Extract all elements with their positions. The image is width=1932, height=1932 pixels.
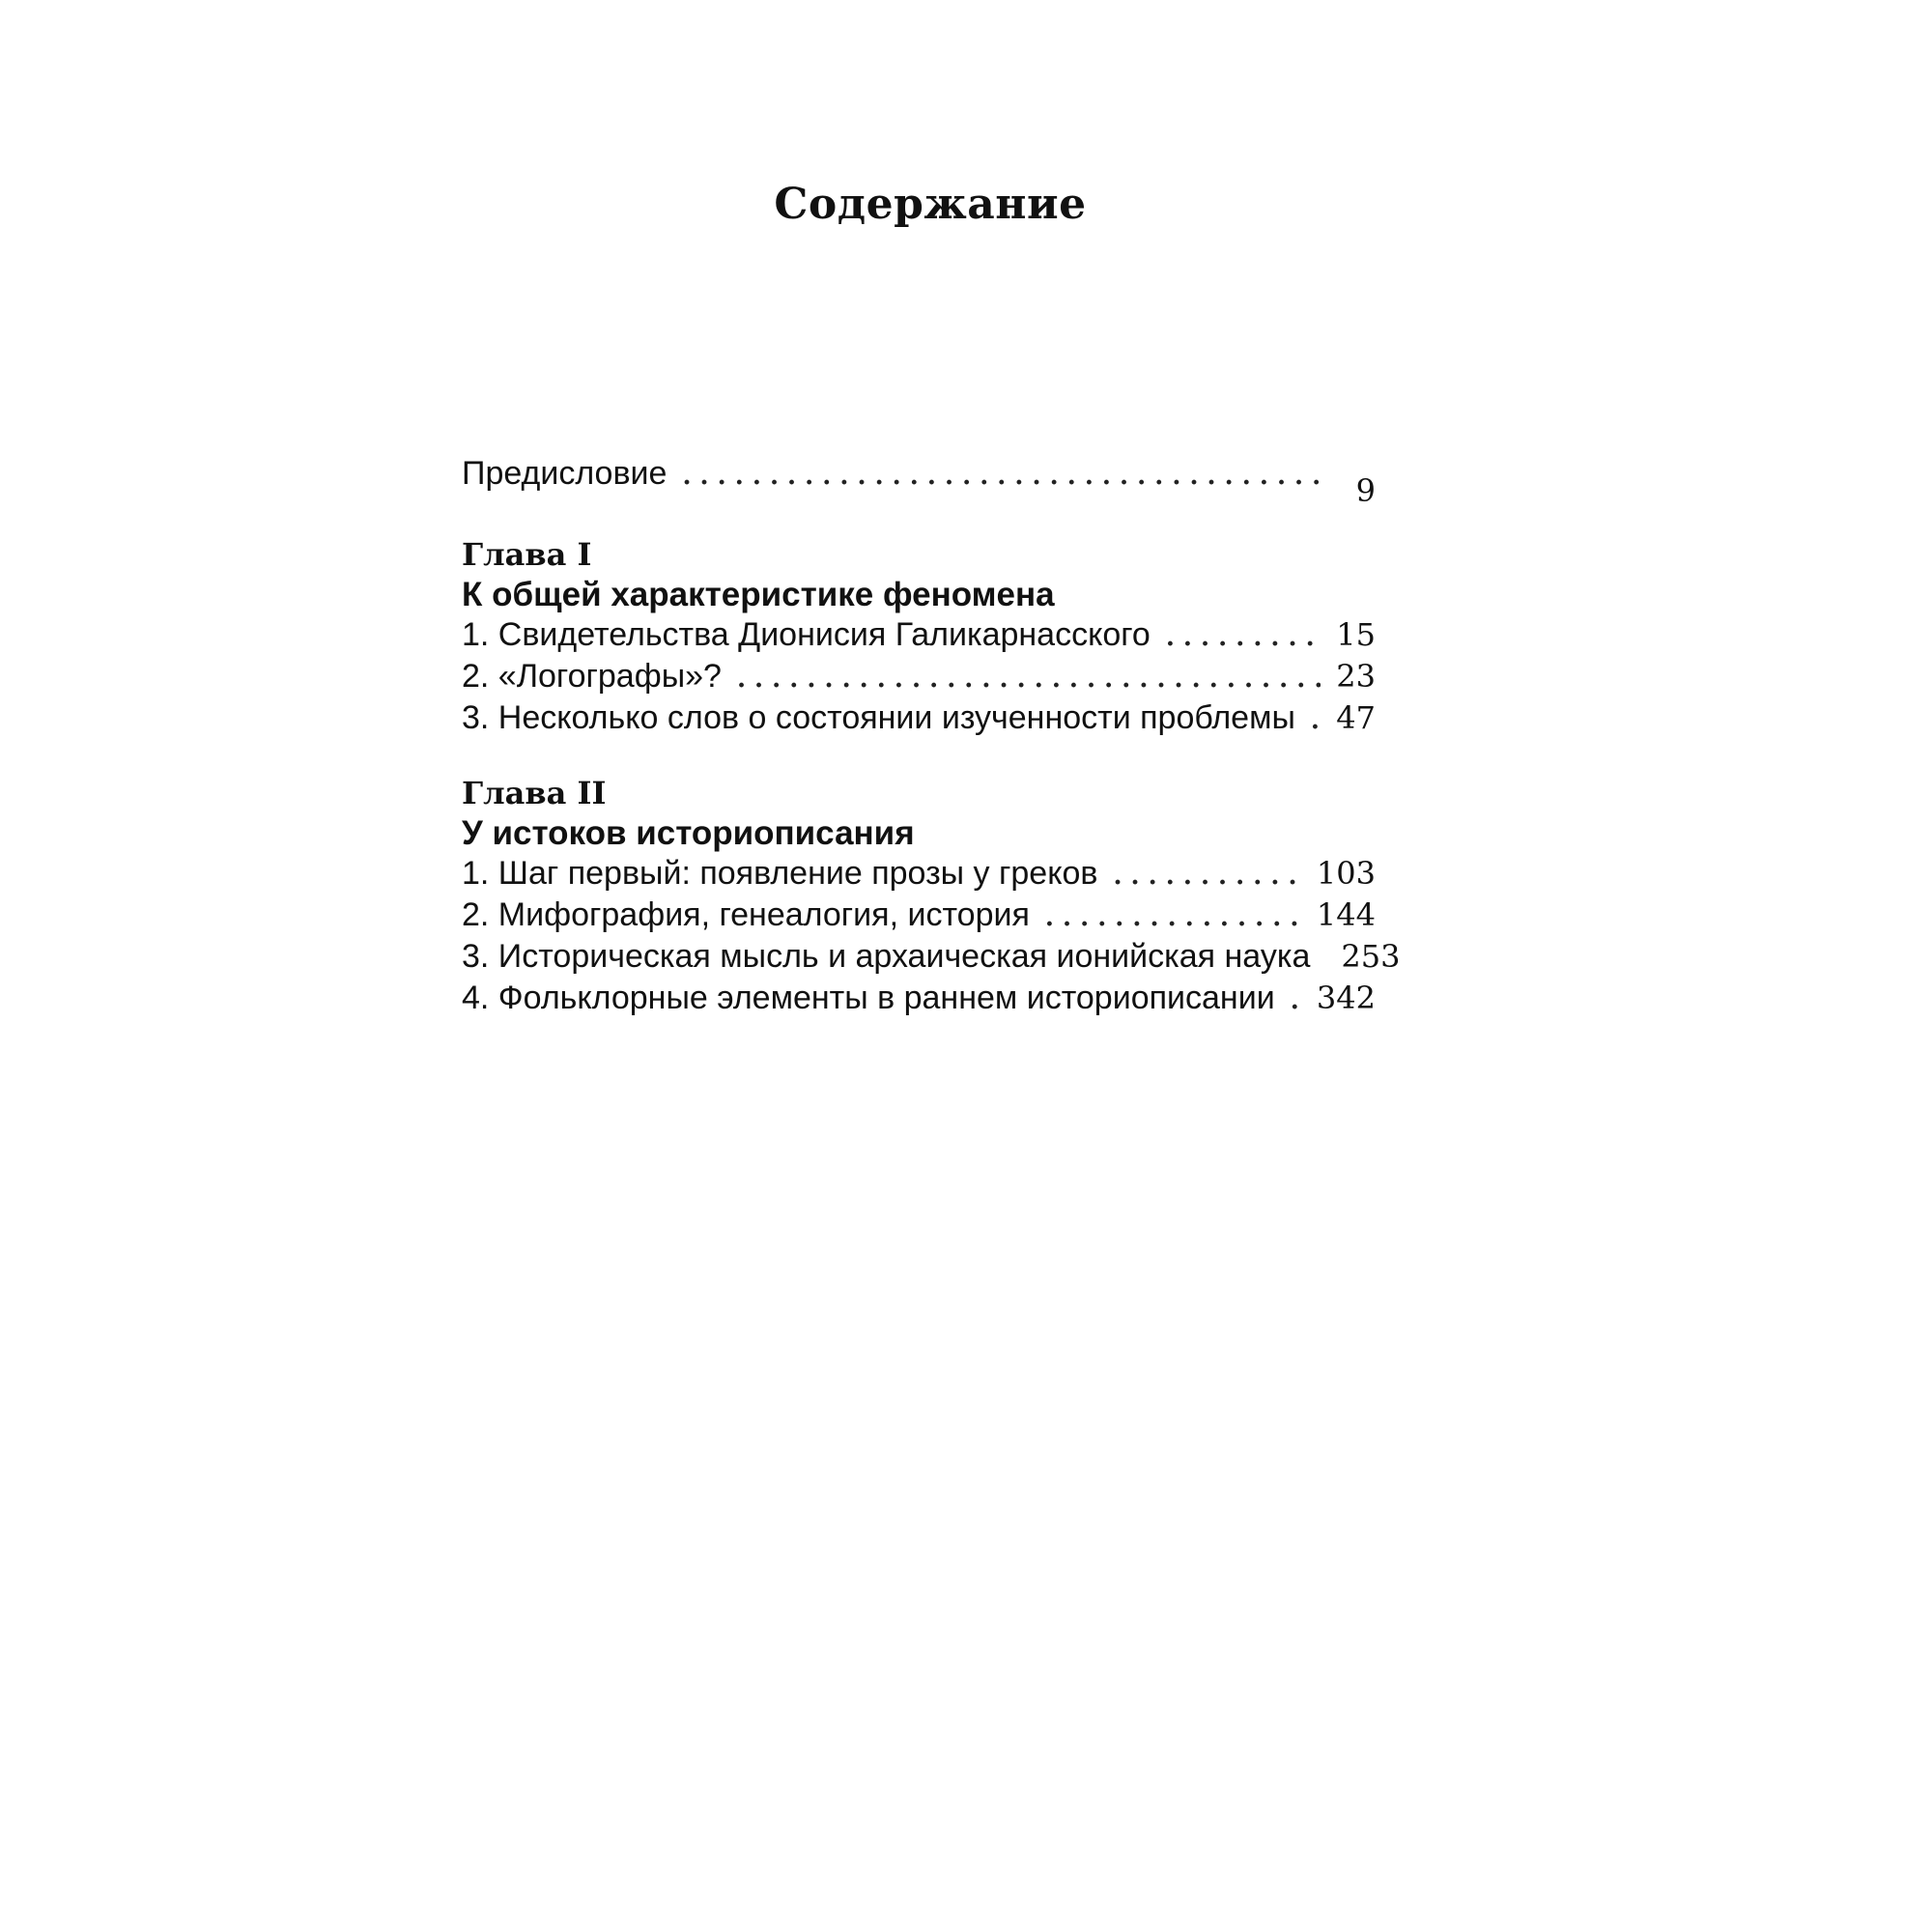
toc-entry-label: 3. Историческая мысль и архаическая ионийская наука [462, 938, 1311, 975]
dot-leader [1166, 618, 1321, 657]
toc-entry[interactable] [462, 698, 1376, 740]
toc-entry-preface[interactable] [462, 454, 1376, 509]
toc-entry-label: Предисловие [462, 455, 668, 492]
chapter-label: Глава I [462, 536, 592, 573]
dot-leader [682, 457, 1321, 496]
toc-entry[interactable] [462, 937, 1401, 979]
chapter-title: У истоков историописания [462, 814, 915, 852]
toc-entry-page: 15 [1336, 616, 1376, 653]
chapter-1 [462, 534, 1376, 740]
toc-entry[interactable] [462, 979, 1376, 1020]
dot-leader [1311, 701, 1321, 740]
table-of-contents [462, 454, 1401, 1053]
chapter-2 [462, 773, 1401, 1020]
chapter-title: К общей характеристике феномена [462, 576, 1055, 613]
toc-entry-label: 2. «Логографы»? [462, 658, 722, 695]
toc-entry[interactable] [462, 657, 1376, 698]
toc-entry-page: 23 [1336, 658, 1376, 695]
toc-entry-page: 144 [1316, 896, 1376, 933]
toc-entry[interactable] [462, 895, 1376, 937]
dot-leader [1045, 898, 1301, 937]
toc-entry-page: 253 [1341, 938, 1401, 975]
toc-entry-page: 47 [1336, 699, 1376, 736]
dot-leader [1113, 857, 1300, 895]
toc-entry-label: 1. Шаг первый: появление прозы у греков [462, 855, 1098, 892]
toc-entry-label: 3. Несколько слов о состоянии изученности проблемы [462, 699, 1295, 736]
dot-leader [1291, 981, 1301, 1020]
chapter-label: Глава II [462, 775, 607, 811]
toc-entry-page: 9 [1355, 472, 1376, 509]
toc-entry-label: 4. Фольклорные элементы в раннем историописании [462, 980, 1275, 1016]
toc-entry[interactable] [462, 854, 1376, 895]
toc-entry-page: 342 [1316, 980, 1376, 1016]
toc-entry-label: 2. Мифография, генеалогия, история [462, 896, 1030, 933]
page-title: Содержание [774, 180, 1087, 229]
toc-entry-page: 103 [1316, 855, 1376, 892]
toc-entry-label: 1. Свидетельства Дионисия Галикарнасского [462, 616, 1151, 653]
dot-leader [737, 660, 1321, 698]
toc-entry[interactable] [462, 615, 1376, 657]
